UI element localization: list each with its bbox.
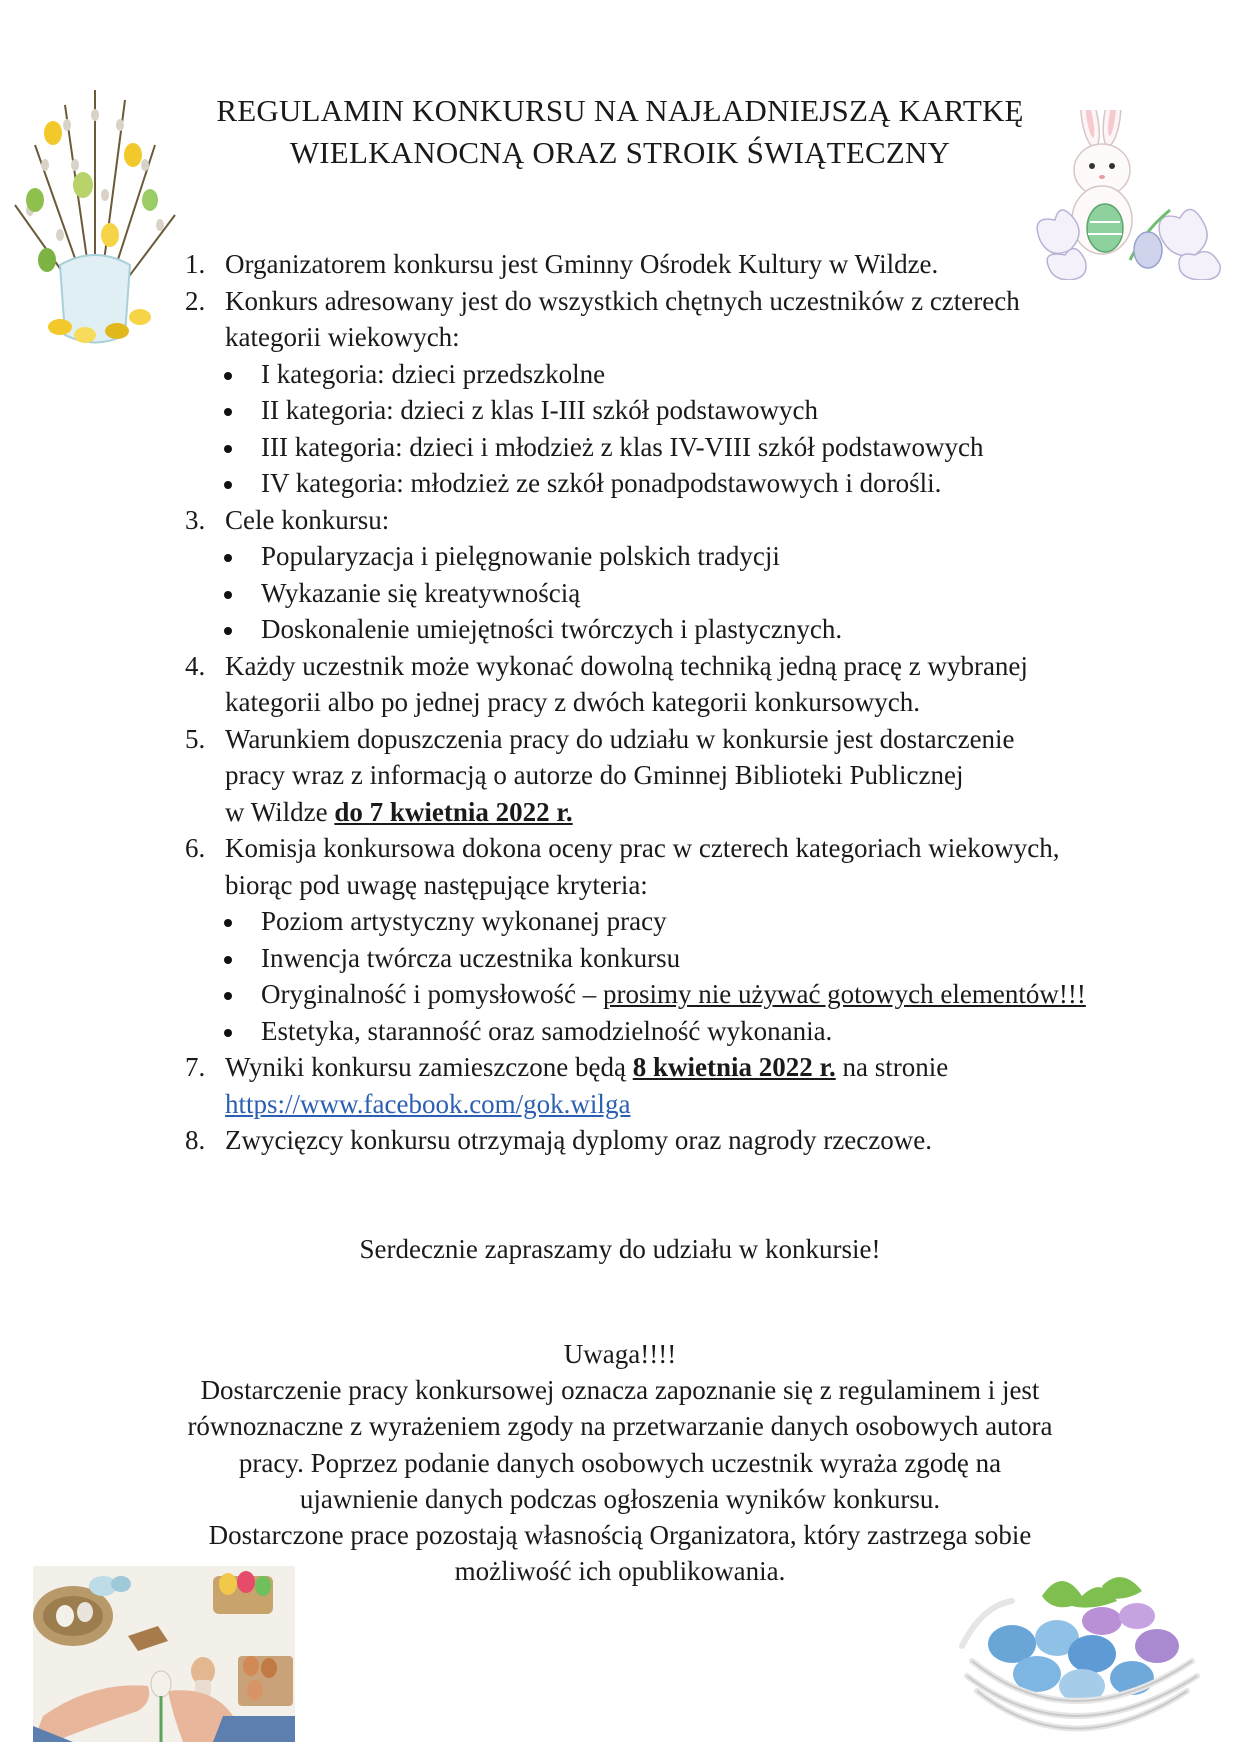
notice-line: możliwość ich opublikowania. [454, 1556, 786, 1587]
rule-text-line: Warunkiem dopuszczenia pracy do udziału w konkursie jest dostarczenie [225, 723, 1015, 754]
notice-heading: Uwaga!!!! [563, 1339, 677, 1369]
rule-item-5 [185, 721, 1115, 831]
list-item: II kategoria: dzieci z klas I-III szkół podstawowych [185, 392, 1115, 429]
rule-item-8 [185, 1122, 1115, 1159]
list-item: Popularyzacja i pielęgnowanie polskich tradycji [185, 538, 1115, 575]
list-item: IV kategoria: młodzież ze szkół ponadpodstawowych i dorośli. [185, 465, 1115, 502]
rule-number: 3. [185, 504, 206, 535]
rule-number: 8. [185, 1125, 206, 1155]
notice-line: pracy. Poprzez podanie danych osobowych uczestnik wyraża zgodę na [238, 1447, 1002, 1478]
rule-text: Komisja konkursowa dokona oceny prac w czterech kategoriach wiekowych, biorąc pod uwagę następujące kryteria: [225, 833, 1060, 900]
rule-item-6 [185, 830, 1115, 1049]
title-line-1: REGULAMIN KONKURSU NA NAJŁADNIEJSZĄ KARTKĘ [216, 93, 1024, 128]
title-line-2: WIELKANOCNĄ ORAZ STROIK ŚWIĄTECZNY [289, 135, 951, 170]
rule-item-1 [185, 246, 1115, 283]
rule-text: Zwycięzcy konkursu otrzymają dyplomy oraz nagrody rzeczowe. [225, 1125, 932, 1155]
rule-item-2 [185, 283, 1115, 502]
rule-text: na stronie [835, 1052, 949, 1082]
rule-number: 5. [185, 723, 206, 754]
criterion-text: Oryginalność i pomysłowość – [261, 979, 603, 1009]
rule-number: 2. [185, 285, 206, 316]
notice-line: równoznaczne z wyrażeniem zgody na przetwarzanie danych osobowych autora [187, 1411, 1053, 1442]
rule-item-4 [185, 648, 1115, 721]
rule-text: Każdy uczestnik może wykonać dowolną techniką jedną pracę z wybranej kategorii albo po jednej pracy z dwóch kategorii konkursowych. [225, 650, 1028, 717]
page-title [150, 90, 1090, 174]
criteria-list [185, 903, 1115, 1049]
rule-number: 7. [185, 1052, 206, 1082]
invitation-text: Serdecznie zapraszamy do udziału w konkursie! [359, 1234, 881, 1264]
age-categories-list [185, 356, 1115, 502]
facebook-link[interactable]: https://www.facebook.com/gok.wilga [225, 1088, 631, 1119]
list-item: Poziom artystyczny wykonanej pracy [185, 903, 1115, 940]
rule-item-7 [185, 1049, 1115, 1122]
rule-text: w Wildze [225, 796, 335, 827]
rule-number: 1. [185, 249, 206, 279]
list-item: Estetyka, staranność oraz samodzielność wykonania. [185, 1013, 1115, 1050]
list-item: I kategoria: dzieci przedszkolne [185, 356, 1115, 393]
rule-text: Organizatorem konkursu jest Gminny Ośrodek Kultury w Wildze. [225, 249, 939, 279]
rule-item-3 [185, 502, 1115, 648]
rule-text: Konkurs adresowany jest do wszystkich chętnych uczestników z czterech kategorii wiekowych: [225, 285, 1020, 352]
results-date: 8 kwietnia 2022 r. [632, 1052, 836, 1082]
hands-painting-eggs-photo [33, 1566, 295, 1742]
notice-block [110, 1336, 1130, 1589]
deadline-date: do 7 kwietnia 2022 r. [334, 796, 573, 827]
criterion-underlined-note: prosimy nie używać gotowych elementów!!! [602, 979, 1086, 1009]
rule-number: 4. [185, 650, 206, 681]
list-item: Doskonalenie umiejętności twórczych i plastycznych. [185, 611, 1115, 648]
notice-line: Dostarczone prace pozostają własnością Organizatora, który zastrzega sobie [208, 1520, 1032, 1551]
rule-number: 6. [185, 833, 206, 863]
list-item: Wykazanie się kreatywnością [185, 575, 1115, 612]
list-item: III kategoria: dzieci i młodzież z klas IV-VIII szkół podstawowych [185, 429, 1115, 466]
list-item [185, 976, 1115, 1013]
notice-line: Dostarczenie pracy konkursowej oznacza zapoznanie się z regulaminem i jest [200, 1375, 1040, 1406]
pastel-eggs-basket-photo [952, 1566, 1210, 1742]
goals-list [185, 538, 1115, 648]
rule-text-line [225, 794, 1115, 831]
notice-line: ujawnienie danych podczas ogłoszenia wyników konkursu. [299, 1483, 941, 1514]
rule-text-line: pracy wraz z informacją o autorze do Gminnej Biblioteki Publicznej [225, 760, 964, 790]
rule-text: Wyniki konkursu zamieszczone będą [225, 1052, 633, 1082]
rules-list [185, 246, 1115, 1159]
rule-text: Cele konkursu: [225, 504, 390, 535]
list-item: Inwencja twórcza uczestnika konkursu [185, 940, 1115, 977]
